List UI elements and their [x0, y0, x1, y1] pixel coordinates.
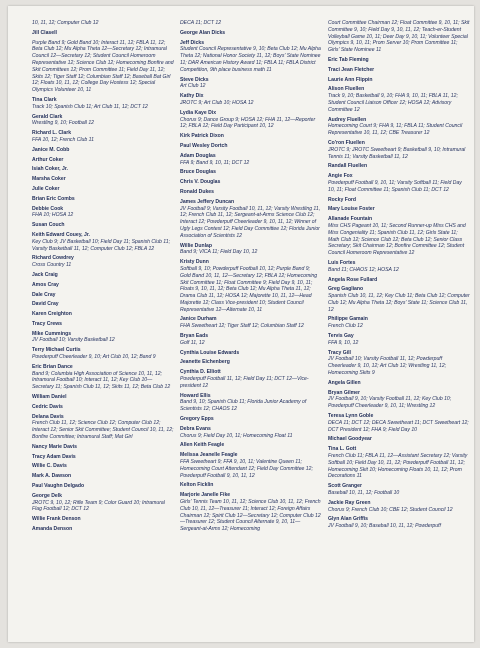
- senior-name: Angie Fox: [328, 173, 353, 180]
- senior-name: Willie Dunlap: [180, 242, 212, 249]
- senior-name: Adam Douglas: [180, 152, 216, 159]
- senior-entry: [180, 442, 322, 449]
- senior-activities: Purple Band 9; Gold Band 10; Interact 11, 12; FBLA 11, 12; Beta Club 12; Mu Alpha Theta 12—Secretary 12; Intramural Council 12—Secretary 12; Student Council Homeroom Representative 12; Science Club 12; Homecoming Bonfire and Skit Committees 12; Prom Committee 11; Field Day 11, 12; Skits 12; Tiger Staff 12; Columbian Staff 12; Baseball Bat Girl 12; Floats 10, 11, 12; College Day Hostess 12; Special Olympics Volunteer 10, 11: [32, 39, 174, 94]
- senior-entry: [32, 282, 174, 289]
- senior-entry: [180, 243, 322, 257]
- senior-activities: Girls' Tennis Team 10, 11, 12; Science Club 10, 11, 12; French Club 10, 11, 12—Treasurer 11; Interact 12; Foreign Affairs Chairman 12; Spirit Club 12—Secretary 12; Computer Club 12—Treasurer 12; Student Council Alternate 9, 10, 11—Sergeant-at-Arms 12; Homecoming: [180, 499, 321, 533]
- senior-entry: [32, 20, 174, 27]
- senior-name: James Jeffery Duncan: [180, 198, 235, 205]
- senior-name: Mark A. Dawson: [32, 473, 72, 480]
- senior-entry: [328, 173, 470, 193]
- senior-activities: Softball 9, 10; Powderpuff Football 10, 12; Purple Band 9; Gold Band 10, 11, 12—Secretary 12; FBLA 12; Homecoming Skit Committee 11; Float Committee 9; Field Day 9, 10, 11; Floats 9, 10, 11, 12; Beta Club 12; Mu Alpha Theta 11, 12; Drama Club 11, 12; HOSA 12; Majorette 10, 11, 12—Head Majorette 12; Class Vice-president 10; Student Council Representative 12—Alternate 10, 11: [180, 265, 318, 313]
- senior-entry: [180, 169, 322, 176]
- senior-entry: [328, 140, 470, 160]
- senior-entry: [180, 333, 322, 347]
- senior-entry: [32, 404, 174, 411]
- senior-entry: [180, 316, 322, 330]
- senior-name: Michael Goodyear: [328, 436, 372, 443]
- senior-activities: Art Club 12: [180, 83, 206, 90]
- senior-name: Terry Michael Curtis: [32, 347, 81, 354]
- senior-activities: Band 9; VICA 11; Field Day 10, 12: [180, 249, 258, 256]
- senior-entry: [32, 463, 174, 470]
- senior-entry: [328, 390, 470, 410]
- senior-entry: [328, 163, 470, 170]
- senior-entry: [328, 483, 470, 497]
- senior-entry: [328, 216, 470, 257]
- senior-entry: [180, 143, 322, 150]
- senior-entry: [180, 452, 322, 479]
- senior-entry: [32, 272, 174, 279]
- senior-entry: [328, 333, 470, 347]
- senior-entry: [328, 206, 470, 213]
- senior-name: Debbie Cook: [32, 205, 64, 212]
- senior-name: Willie Frank Denson: [32, 516, 81, 523]
- senior-name: Delana Davis: [32, 413, 64, 420]
- senior-name: William Daniel: [32, 394, 67, 401]
- senior-entry: [180, 133, 322, 140]
- senior-entry: [328, 380, 470, 387]
- senior-name: Janice Durham: [180, 316, 217, 323]
- senior-activities: Student Council Representative 9, 10; Beta Club 12; Mu Alpha Theta 12; National Honor Society 11, 12; Boys' State Nominee 11; DAR American History Award 11; FBLA 11; FBLA District Competition, 9th place business math 11: [180, 46, 321, 73]
- senior-activities: French Club 11, 12; Science Club 12; Computer Club 12; Interact 12; Senior Skit Committee; Student Council 10, 11, 12; Bonfire Committee; Intramural Staff; Mat Girl: [32, 420, 174, 441]
- senior-name: Marjorie Janelle Fike: [180, 492, 231, 499]
- senior-entry: [32, 196, 174, 203]
- senior-name: Keith Edward Couey, Jr.: [32, 231, 90, 238]
- senior-entry: [328, 286, 470, 313]
- senior-name: Traci Jean Fletcher: [328, 66, 375, 73]
- senior-name: Dale Cray: [32, 291, 56, 298]
- senior-entry: [180, 189, 322, 196]
- senior-name: Tina Clark: [32, 96, 57, 103]
- senior-activities: JV Football 10; Varsity Football 11, 12; Powderpuff Cheerleader 9, 10, 12; Art Club 12; Wrestling 11, 12; Homecoming Skits 9: [328, 356, 447, 377]
- senior-activities: Spanish Club 10, 11, 12; Key Club 11; Beta Club 12; Computer Club 12; Mu Alpha Theta 12; Boys' State 11; Science Club 11, 12: [328, 293, 470, 313]
- senior-name: Cynthia D. Elliott: [180, 369, 221, 376]
- senior-name: Kathy Dix: [180, 93, 204, 100]
- senior-entry: [180, 110, 322, 130]
- senior-column-2: [180, 20, 322, 636]
- senior-entry: [328, 67, 470, 74]
- senior-name: Glyn Alan Griffis: [328, 516, 369, 523]
- senior-name: Tracy Gill: [328, 349, 351, 356]
- senior-name: Alison Fluellen: [328, 86, 365, 93]
- senior-activities: JV Football 9; Varsity Football 10, 11, 12; Varsity Wrestling 11, 12; French Club 11, 12; Sergeant-at-Arms Science Club 12; Interact 12; Powderpuff Cheerleader 9, 10, 11, 12; Winner of Ugly Legs Contest 12; Field Day Committee 12; Florida Junior Association of Scientists 12: [180, 205, 321, 239]
- senior-entry: [180, 153, 322, 167]
- senior-entry: [328, 86, 470, 113]
- senior-entry: [32, 186, 174, 193]
- senior-name: George Delk: [32, 492, 63, 499]
- senior-name: Randall Fluellen: [328, 163, 368, 170]
- senior-activities: Key Club 9; JV Basketball 10; Field Day 11; Spanish Club 11; Varsity Basketball 11, 12; Computer Club 12; FBLA 12: [32, 238, 170, 252]
- senior-entry: [32, 232, 174, 252]
- senior-entry: [32, 454, 174, 461]
- senior-name: Laurie Ann Flippin: [328, 76, 373, 83]
- senior-name: Greg Gagliano: [328, 286, 364, 293]
- senior-entry: [180, 179, 322, 186]
- senior-entry: [180, 40, 322, 74]
- senior-entry: [32, 206, 174, 220]
- senior-entry: [328, 20, 470, 54]
- senior-entry: [32, 166, 174, 173]
- senior-entry: [180, 93, 322, 107]
- senior-activities: FFA 9, 10, 12: [328, 339, 359, 346]
- senior-activities: Cross Country 11: [32, 262, 72, 269]
- senior-entry: [32, 147, 174, 154]
- senior-activities: Powderpuff Football 9, 10, 11; Varsity Softball 11; Field Day 10, 11; Float Committee 11; Spanish Club 11; DCT 12: [328, 179, 462, 193]
- senior-name: Amanda Denson: [32, 526, 73, 533]
- senior-name: Richard Cowdrey: [32, 255, 74, 262]
- senior-entry: [32, 292, 174, 299]
- senior-name: Bryan Eads: [180, 333, 209, 340]
- yearbook-page: [8, 6, 474, 642]
- senior-activities: DECA 11; DCT 12: [180, 20, 222, 26]
- senior-entry: [180, 416, 322, 423]
- senior-name: Mary Louise Foster: [328, 206, 375, 213]
- senior-entry: [180, 350, 322, 357]
- senior-activities: JV Football 10; Varsity Basketball 12: [32, 337, 115, 344]
- senior-name: Tina L. Gott: [328, 446, 357, 453]
- senior-entry: [328, 117, 470, 137]
- senior-entry: [328, 197, 470, 204]
- senior-entry: [328, 316, 470, 330]
- senior-entry: [328, 350, 470, 377]
- senior-activities: JV Football 9, 10; Baseball 10, 11, 12; Powderpuff: [328, 523, 441, 530]
- senior-activities: Golf 11, 12: [180, 339, 205, 346]
- senior-name: Luis Fortes: [328, 259, 356, 266]
- senior-name: Paul Wesley Dortch: [180, 142, 228, 149]
- senior-name: Jackie Ray Green: [328, 499, 371, 506]
- senior-name: Arthur Coker: [32, 156, 64, 163]
- senior-entry: [32, 483, 174, 490]
- senior-entry: [180, 393, 322, 413]
- senior-name: Julie Coker: [32, 185, 60, 192]
- senior-name: Cynthia Louise Edwards: [180, 349, 240, 356]
- senior-name: Marsha Coker: [32, 176, 66, 183]
- senior-name: Gerald Clark: [32, 113, 63, 120]
- senior-activities: JV Football 9, 10; Varsity Football 11, 12; Key Club 10; Powderpuff Cheerleader 9, 10, 11; Wrestling 12: [328, 396, 452, 410]
- senior-name: Jill Clasell: [32, 29, 57, 36]
- senior-entry: [328, 57, 470, 64]
- senior-activities: Track 9, 10; Basketball 9, 10; FHA 9, 10, 11; FBLA 11, 12; Student Council Liaison Officer 12; HOSA 12; Advisory Committee 12: [328, 93, 458, 113]
- senior-name: Bruce Douglas: [180, 169, 216, 176]
- senior-activities: FFA Sweetheart 9; FFA 9, 10, 11; Valentine Queen 11; Homecoming Court Attendant 12; Field Day Committee 12; Powderpuff Football 9, 10, 11, 12: [180, 459, 313, 479]
- senior-name: Susan Couch: [32, 222, 65, 229]
- senior-activities: DECA 11; DCT 12; DECA Sweetheart 11; DCT Sweetheart 12; DCT President 12; FHA 9; Field Day 10: [328, 419, 469, 433]
- senior-name: Rocky Ford: [328, 196, 357, 203]
- senior-activities: Baseball 10, 11, 12; Football 10: [328, 490, 400, 497]
- senior-name: Paul Vaughn Delgado: [32, 483, 85, 490]
- senior-entry: [180, 369, 322, 389]
- senior-name: Willie C. Davis: [32, 463, 67, 470]
- senior-entry: [32, 321, 174, 328]
- senior-entry: [328, 446, 470, 480]
- senior-entry: [32, 444, 174, 451]
- senior-name: Nancy Marie Davis: [32, 443, 78, 450]
- senior-name: Tracy Crews: [32, 320, 63, 327]
- senior-activities: Band 9, 10; Spanish Club 11; Florida Junior Academy of Scientists 12; CHAOS 12: [180, 399, 307, 413]
- senior-entry: [328, 516, 470, 530]
- senior-name: Jeanette Eichenberg: [180, 359, 230, 366]
- senior-entry: [32, 331, 174, 345]
- senior-entry: [328, 277, 470, 284]
- senior-entry: [32, 157, 174, 164]
- senior-name: Mike Cummings: [32, 330, 72, 337]
- senior-name: Scott Granger: [328, 483, 362, 490]
- senior-name: Jack Craig: [32, 271, 58, 278]
- senior-activities: Court Committee Chairman 12; Float Committee 9, 10, 11; Skit Committee 9, 10; Field Day 9, 10, 11, 12; Teach-er-Student Volleyball Game 10, 11; Deer Day 9, 10, 11; Volunteer Special Olympics 9, 10, 11; Prom Server 10; Prom Committee 11; Girls' State Nominee 11: [328, 20, 470, 54]
- senior-name: Kirk Patrick Dixon: [180, 133, 224, 140]
- senior-activities: Wrestling 9, 10; Football 12: [32, 120, 95, 127]
- senior-entry: [32, 414, 174, 441]
- senior-activities: Chorus 9; French Club 10; CBE 12; Student Council 12: [328, 506, 453, 513]
- senior-entry: [180, 30, 322, 37]
- senior-activities: JROTC 9, 10, 12; Rifle Team 9; Color Guard 10; Intramural Flag Football 12; DCT 12: [32, 499, 165, 513]
- senior-activities: Powderpuff Football 11, 12; Field Day 11; DCT 12—Vice-president 12: [180, 376, 309, 389]
- senior-activities: FFA 10, 12; French Club 11: [32, 136, 94, 143]
- senior-name: Audrey Fluellen: [328, 116, 367, 123]
- senior-activities: French Club 11; FBLA 11, 12—Assistant Secretary 12; Varsity Softball 10; Field Day 10, 11, 12; Powderpuff Football 11, 12; Homecoming Skit 10; Homecoming Floats 10, 11, 12; Prom Decorations 11: [328, 453, 468, 480]
- senior-entry: [32, 516, 174, 523]
- senior-entry: [180, 259, 322, 313]
- senior-activities: FHA 10; HOSA 12: [32, 212, 74, 219]
- senior-activities: JROTC 9; JROTC Sweetheart 9; Basketball 9, 10; Intramural Tennis 11; Varsity Basketball 11, 12: [328, 146, 466, 160]
- senior-entry: [32, 222, 174, 229]
- senior-name: Debra Evans: [180, 425, 211, 432]
- senior-name: Kelton Ficklin: [180, 482, 214, 489]
- senior-entry: [32, 130, 174, 144]
- senior-name: Eric Tab Fleming: [328, 56, 369, 63]
- senior-activities: Track 10; Spanish Club 11; Art Club 11, 12; DCT 12: [32, 103, 148, 110]
- senior-name: Kristy Dunn: [180, 259, 209, 266]
- senior-entry: [32, 114, 174, 128]
- senior-entry: [32, 311, 174, 318]
- senior-name: Angela Rose Fullard: [328, 276, 378, 283]
- senior-activities: JROTC 9; Art Club 10; HOSA 12: [180, 99, 254, 106]
- senior-column-3: [328, 20, 470, 636]
- senior-name: Tracy Adam Davis: [32, 453, 76, 460]
- senior-entry: [32, 364, 174, 391]
- senior-name: Tervis Gay: [328, 333, 354, 340]
- senior-name: Bryan Gilmer: [328, 389, 360, 396]
- senior-activities: Band 11; CHAOS 12; HOSA 12: [328, 266, 399, 273]
- senior-entry: [180, 77, 322, 91]
- senior-name: Amos Cray: [32, 281, 59, 288]
- senior-entry: [180, 492, 322, 533]
- senior-entry: [32, 473, 174, 480]
- senior-name: Co'ron Fluellen: [328, 139, 365, 146]
- senior-name: Isiah Coker, Jr.: [32, 166, 68, 173]
- senior-column-1: [32, 20, 174, 636]
- senior-entry: [180, 20, 322, 27]
- senior-activities: Homecoming Court 9; FHA 9, 11; FBLA 11; Student Council Representative 10, 11, 12; CBE Treasurer 12: [328, 123, 463, 137]
- senior-name: Lydia Kaye Dix: [180, 109, 217, 116]
- senior-activities: Powderpuff Cheerleader 9, 10; Art Club 10, 12; Band 9: [32, 354, 156, 361]
- senior-entry: [32, 255, 174, 269]
- senior-name: Gregory Epps: [180, 416, 214, 423]
- senior-activities: Chorus 9; Field Day 10, 11; Homecoming Float 11: [180, 432, 293, 439]
- senior-entry: [180, 426, 322, 440]
- senior-activities: 10, 11, 12; Computer Club 12: [32, 20, 99, 26]
- senior-entry: [328, 500, 470, 514]
- senior-name: Steve Dicks: [180, 76, 209, 83]
- senior-entry: [32, 176, 174, 183]
- senior-entry: [32, 40, 174, 94]
- senior-entry: [328, 436, 470, 443]
- senior-name: Karen Creighton: [32, 311, 72, 318]
- senior-entry: [32, 347, 174, 361]
- senior-name: Richard L. Clark: [32, 130, 72, 137]
- senior-name: David Cray: [32, 301, 59, 308]
- senior-activities: Band 9; Columbia High Association of Science 10, 11, 12; Intramural Football 10; Interact 11, 12; Key Club 10—Secretary 11; Spanish Club 11, 12; Skits 11, 12; Beta Club 12: [32, 370, 171, 391]
- senior-activities: FFA 9; Band 9, 10, 11; DCT 12: [180, 159, 250, 166]
- senior-name: Melissa Jeanelle Feagle: [180, 452, 238, 459]
- senior-entry: [32, 394, 174, 401]
- senior-name: Philippe Gamain: [328, 316, 368, 323]
- senior-entry: [328, 77, 470, 84]
- senior-entry: [180, 482, 322, 489]
- senior-name: Jeff Dicks: [180, 39, 205, 46]
- senior-activities: FHA Sweetheart 12; Tiger Staff 12; Columbian Staff 12: [180, 323, 304, 330]
- senior-entry: [328, 260, 470, 274]
- senior-name: Allanade Fountain: [328, 216, 373, 223]
- senior-entry: [32, 97, 174, 111]
- senior-activities: Miss CHS Pageant 10, 11; Second Runner-up Miss CHS and Miss Congeniality 11; Spanish Club 11, 12; Girls State 11; Math Club 12; Science Club 12; Beta Club 12; Senior Class Secretary; Skit Chairman 12; Bonfire Committee 12; Student Council Homeroom Representative 12: [328, 222, 466, 257]
- senior-entry: [180, 359, 322, 366]
- senior-name: Janice M. Cobb: [32, 146, 70, 153]
- senior-entry: [32, 30, 174, 37]
- senior-name: Chris V. Douglas: [180, 179, 221, 186]
- senior-name: Brian Eric Combs: [32, 195, 75, 202]
- senior-name: Allen Keith Feagle: [180, 442, 225, 449]
- senior-activities: Chorus 9; Dance Group 9; HOSA 12; FHA 11, 12—Reporter 12; FBLA 12; Field Day Participant 10, 12: [180, 116, 316, 130]
- senior-entry: [328, 413, 470, 433]
- senior-entry: [32, 526, 174, 533]
- senior-name: George Alan Dicks: [180, 29, 226, 36]
- senior-name: Teresa Lynn Goble: [328, 413, 374, 420]
- senior-entry: [32, 301, 174, 308]
- senior-entry: [32, 493, 174, 513]
- senior-name: Eric Brian Dance: [32, 363, 73, 370]
- senior-name: Angela Gillen: [328, 379, 361, 386]
- senior-entry: [180, 199, 322, 240]
- senior-name: Howard Ellis: [180, 392, 211, 399]
- senior-name: Ronald Dukes: [180, 188, 214, 195]
- senior-name: Cedric Davis: [32, 403, 63, 410]
- senior-activities: French Club 12: [328, 323, 363, 330]
